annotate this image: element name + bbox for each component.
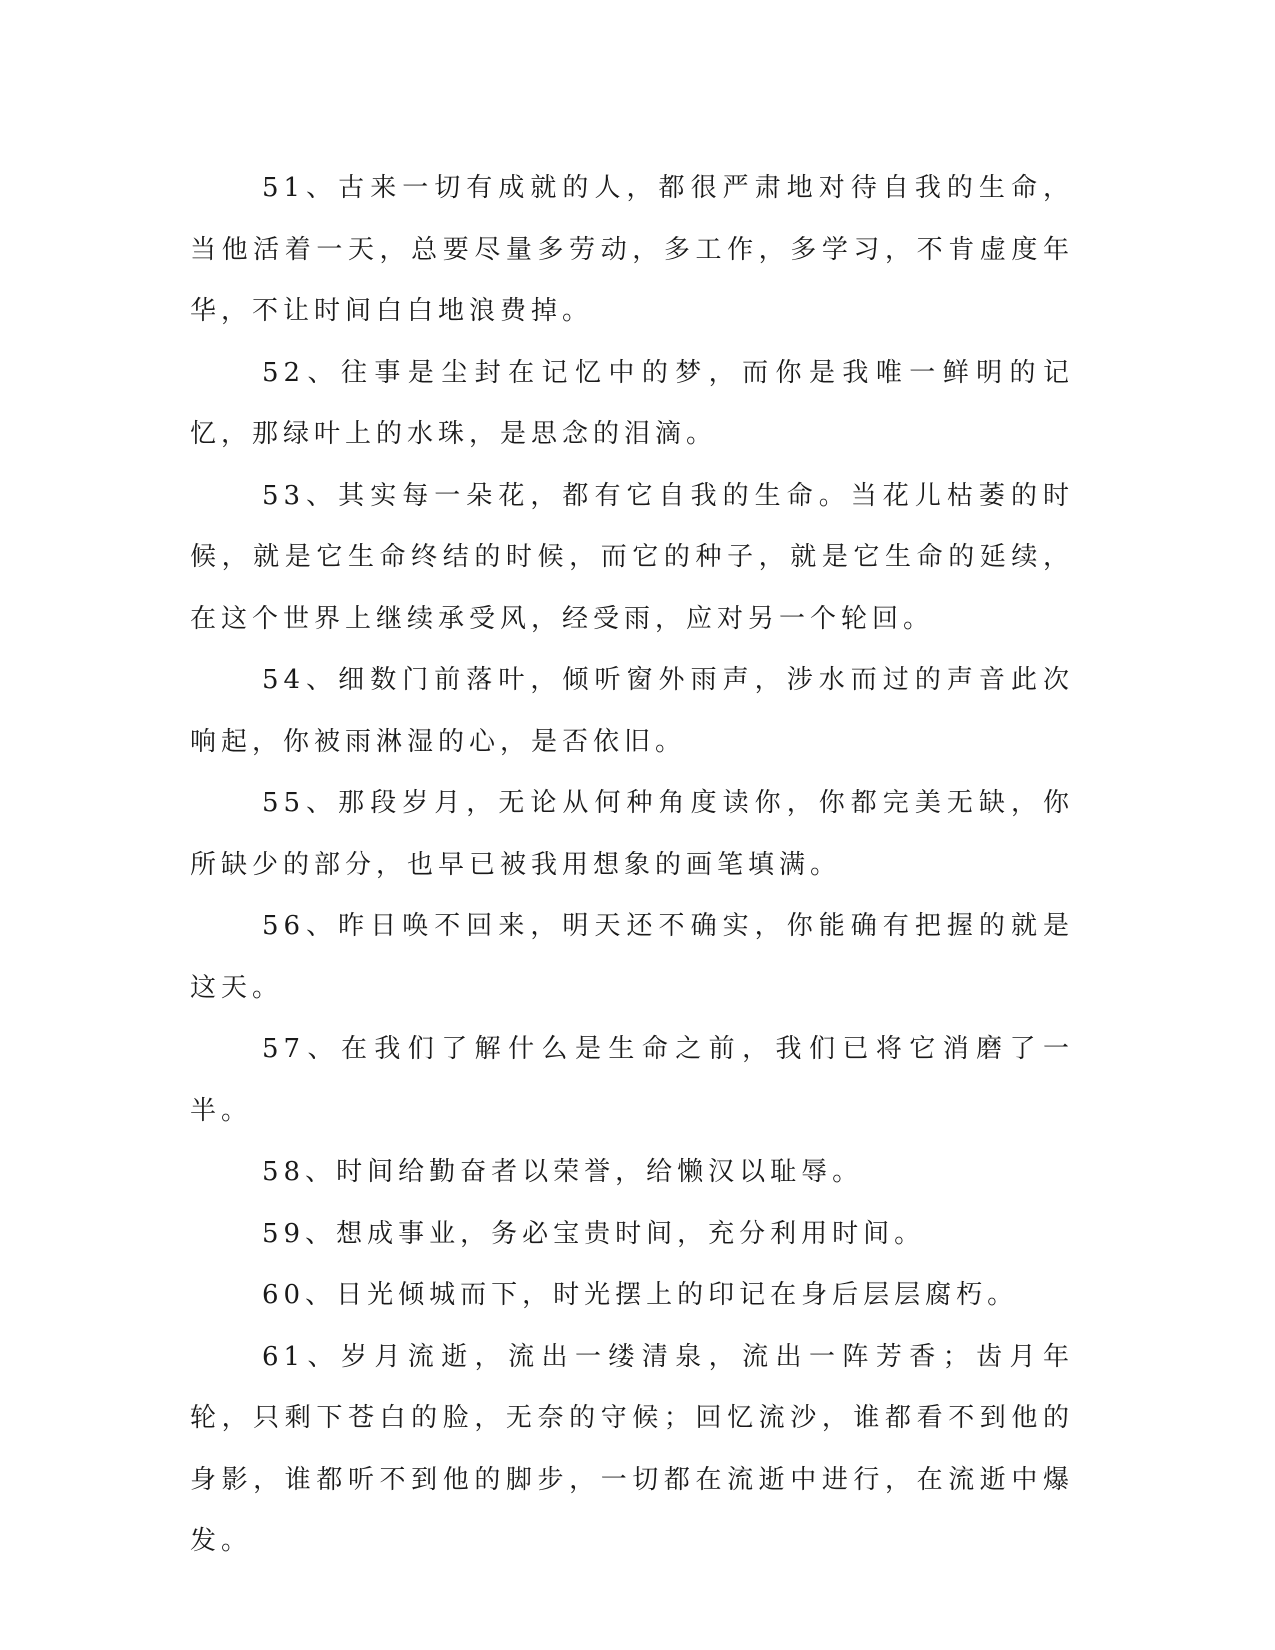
paragraph-56: 56、昨日唤不回来，明天还不确实，你能确有把握的就是这天。 [190,911,1074,1003]
document-body [190,158,1074,1573]
paragraph-53: 53、其实每一朵花，都有它自我的生命。当花儿枯萎的时候，就是它生命终结的时候，而它的种子，就是它生命的延续，在这个世界上继续承受风，经受雨，应对另一个轮回。 [190,480,1074,634]
paragraph-59: 59、想成事业，务必宝贵时间，充分利用时间。 [262,1218,926,1249]
paragraph-57: 57、在我们了解什么是生命之前，我们已将它消磨了一半。 [190,1034,1074,1126]
paragraph-55: 55、那段岁月，无论从何种角度读你，你都完美无缺，你所缺少的部分，也早已被我用想象的画笔填满。 [190,788,1074,880]
paragraph-52: 52、往事是尘封在记忆中的梦，而你是我唯一鲜明的记忆，那绿叶上的水珠，是思念的泪滴。 [190,357,1074,449]
paragraph-58: 58、时间给勤奋者以荣誉，给懒汉以耻辱。 [262,1157,864,1187]
paragraph-51: 51、古来一切有成就的人，都很严肃地对待自我的生命，当他活着一天，总要尽量多劳动，多工作，多学习，不肯虚度年华，不让时间白白地浪费掉。 [190,173,1074,326]
paragraph-60: 60、日光倾城而下，时光摆上的印记在身后层层腐朽。 [262,1280,1019,1310]
paragraph-61: 61、岁月流逝，流出一缕清泉，流出一阵芳香；齿月年轮，只剩下苍白的脸，无奈的守候；回忆流沙，谁都看不到他的身影，谁都听不到他的脚步，一切都在流逝中进行，在流逝中爆发。 [190,1341,1074,1556]
paragraph-54: 54、细数门前落叶，倾听窗外雨声，涉水而过的声音此次响起，你被雨淋湿的心，是否依旧。 [190,665,1074,757]
